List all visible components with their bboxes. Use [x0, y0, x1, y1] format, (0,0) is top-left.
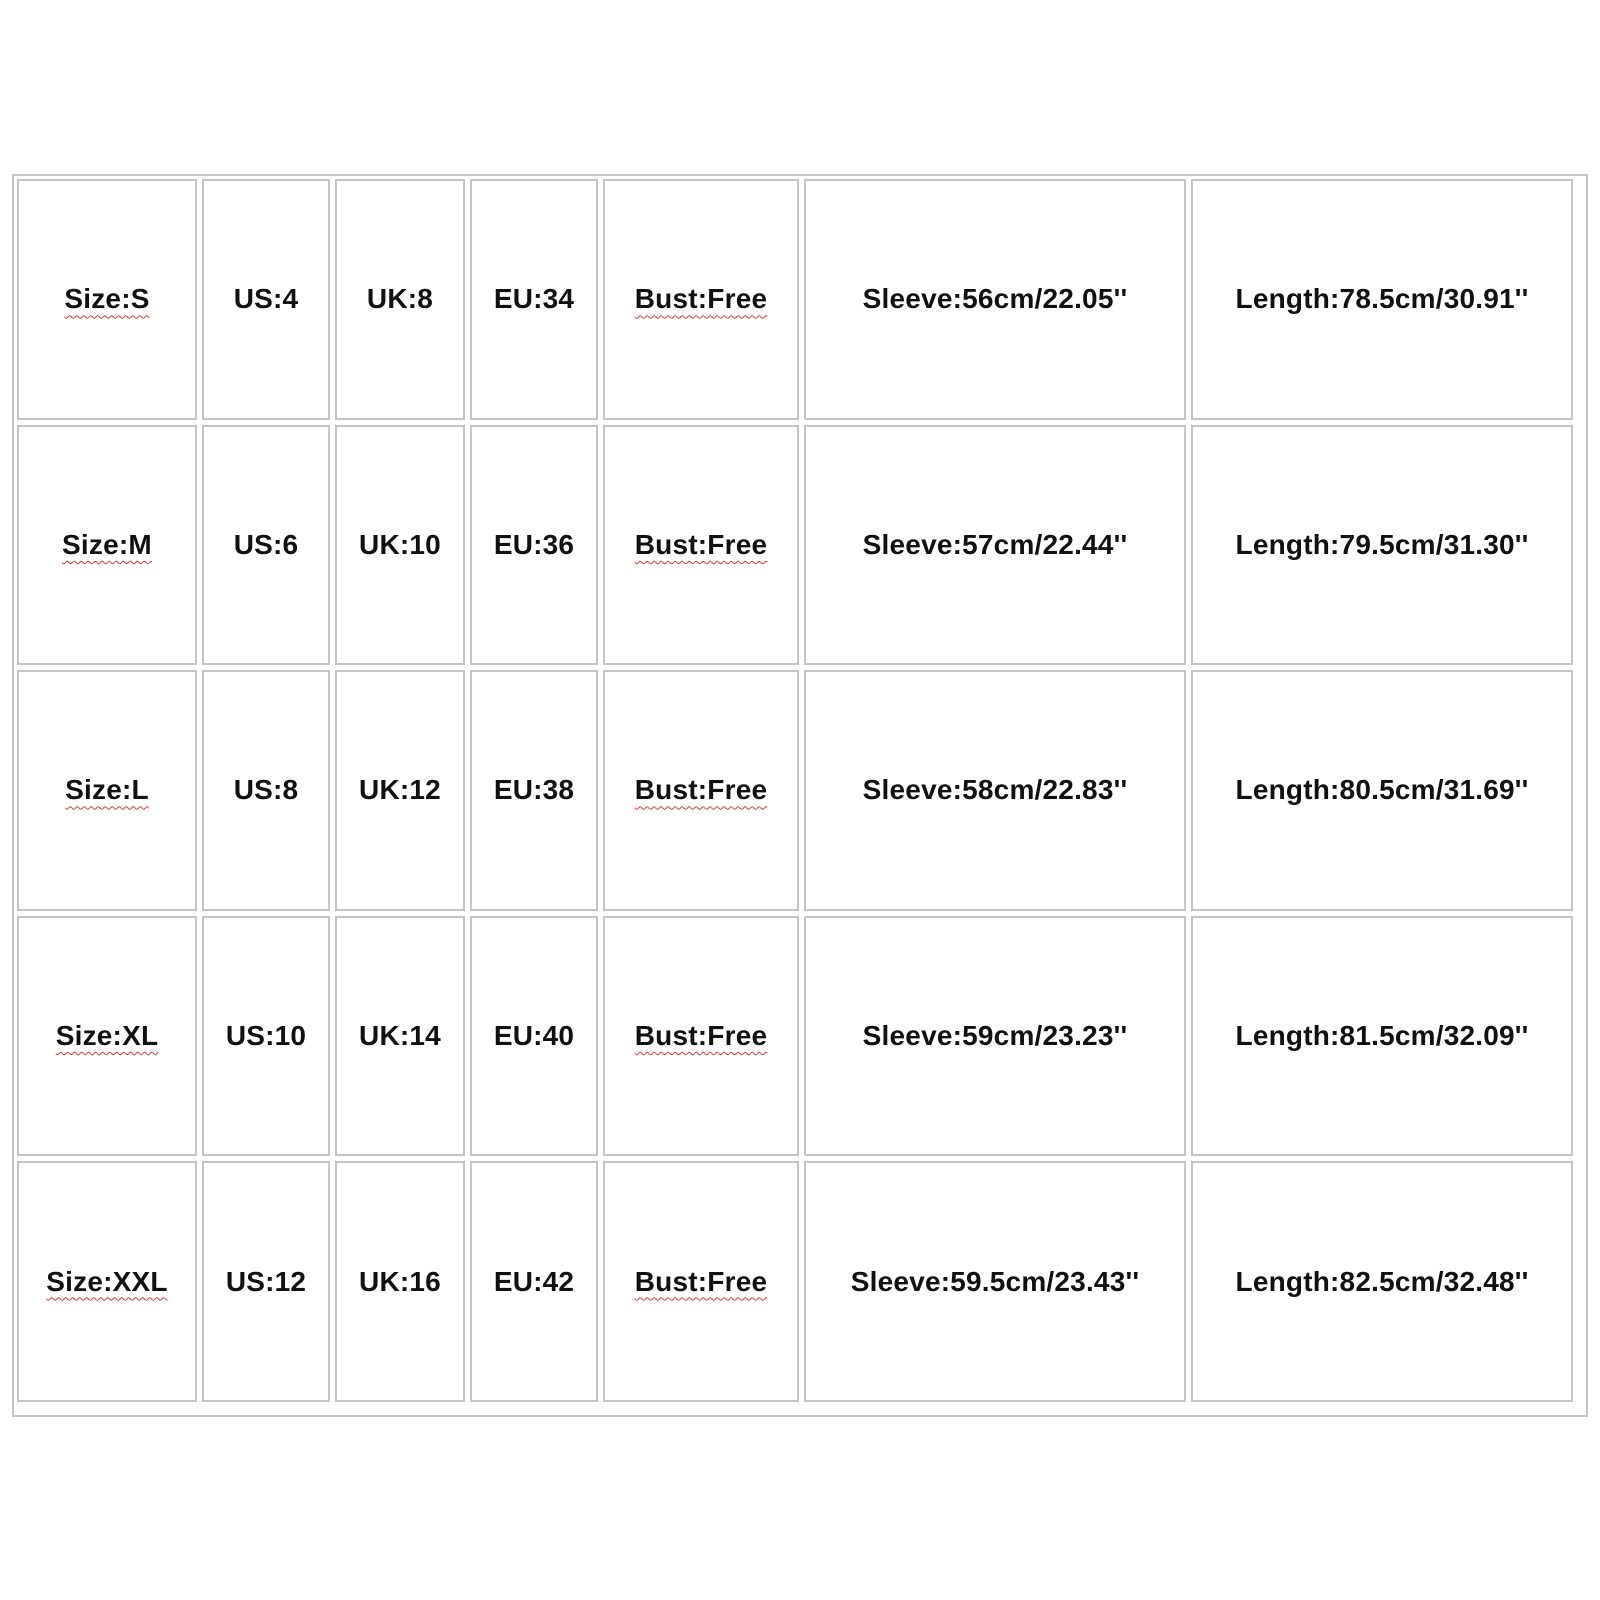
bust-cell: [603, 916, 799, 1157]
bust-cell: [603, 425, 799, 666]
table-row: [17, 670, 1573, 911]
uk-size-cell: UK:16: [335, 1161, 465, 1402]
size-label: Size:S: [64, 283, 150, 315]
length-cell: Length:80.5cm/31.69'': [1191, 670, 1573, 911]
length-cell: Length:81.5cm/32.09'': [1191, 916, 1573, 1157]
bust-label: Bust:Free: [634, 774, 768, 806]
eu-size-cell: EU:40: [470, 916, 598, 1157]
bust-cell: [603, 670, 799, 911]
bust-label: Bust:Free: [634, 1265, 768, 1297]
us-size-cell: US:12: [202, 1161, 330, 1402]
us-size-cell: US:4: [202, 179, 330, 420]
size-cell: [17, 1161, 197, 1402]
table-row: [17, 916, 1573, 1157]
sleeve-cell: Sleeve:59.5cm/23.43'': [804, 1161, 1186, 1402]
length-cell: Length:78.5cm/30.91'': [1191, 179, 1573, 420]
bust-label: Bust:Free: [634, 283, 768, 315]
size-cell: [17, 670, 197, 911]
sleeve-cell: Sleeve:57cm/22.44'': [804, 425, 1186, 666]
size-chart-table: [12, 174, 1578, 1407]
bust-label: Bust:Free: [634, 528, 768, 560]
length-cell: Length:79.5cm/31.30'': [1191, 425, 1573, 666]
uk-size-cell: UK:14: [335, 916, 465, 1157]
sleeve-cell: Sleeve:56cm/22.05'': [804, 179, 1186, 420]
size-label: Size:XXL: [46, 1265, 168, 1297]
uk-size-cell: UK:12: [335, 670, 465, 911]
uk-size-cell: UK:8: [335, 179, 465, 420]
size-chart-frame: [12, 174, 1588, 1417]
sleeve-cell: Sleeve:59cm/23.23'': [804, 916, 1186, 1157]
bust-cell: [603, 179, 799, 420]
bust-label: Bust:Free: [634, 1020, 768, 1052]
bust-cell: [603, 1161, 799, 1402]
table-row: [17, 1161, 1573, 1402]
eu-size-cell: EU:36: [470, 425, 598, 666]
us-size-cell: US:10: [202, 916, 330, 1157]
size-label: Size:L: [65, 774, 149, 806]
us-size-cell: US:6: [202, 425, 330, 666]
uk-size-cell: UK:10: [335, 425, 465, 666]
size-label: Size:M: [62, 528, 152, 560]
eu-size-cell: EU:38: [470, 670, 598, 911]
eu-size-cell: EU:42: [470, 1161, 598, 1402]
size-label: Size:XL: [55, 1020, 159, 1052]
eu-size-cell: EU:34: [470, 179, 598, 420]
table-row: [17, 179, 1573, 420]
size-cell: [17, 916, 197, 1157]
size-cell: [17, 179, 197, 420]
us-size-cell: US:8: [202, 670, 330, 911]
size-cell: [17, 425, 197, 666]
sleeve-cell: Sleeve:58cm/22.83'': [804, 670, 1186, 911]
length-cell: Length:82.5cm/32.48'': [1191, 1161, 1573, 1402]
table-row: [17, 425, 1573, 666]
